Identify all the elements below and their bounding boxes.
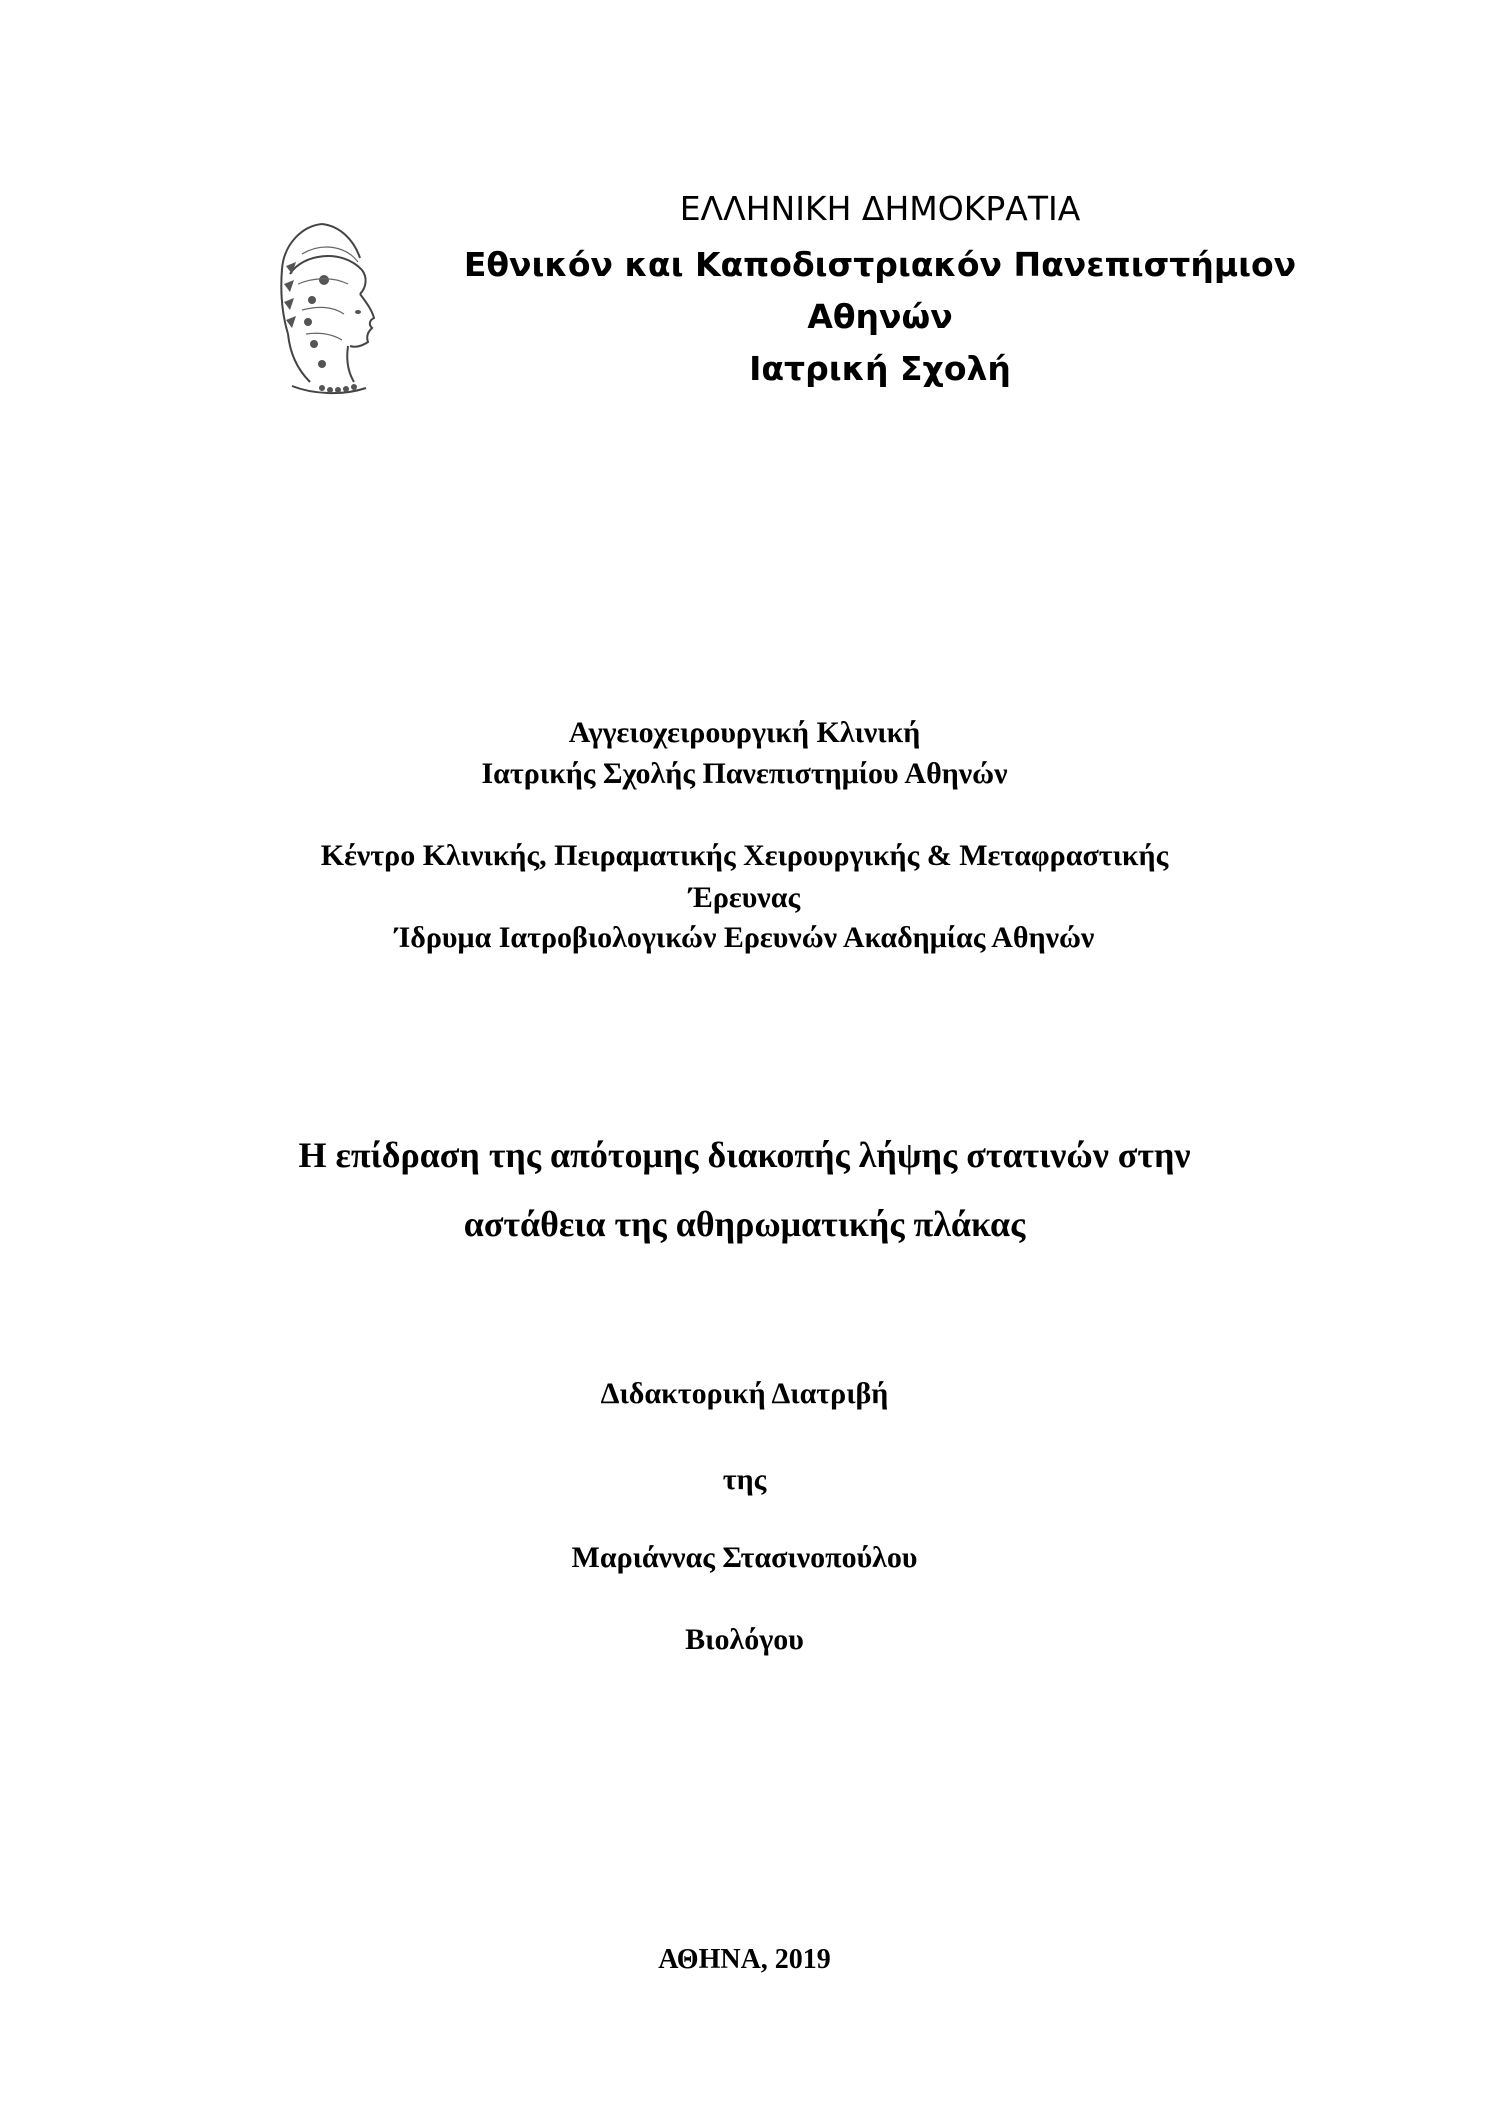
thesis-title-line2: αστάθεια της αθηρωματικής πλάκας xyxy=(463,1204,1026,1244)
athena-head-emblem-icon xyxy=(262,214,390,404)
place-and-year: ΑΘΗΝΑ, 2019 xyxy=(658,1944,831,1975)
country-name: ΕΛΛΗΝΙΚΗ ΔΗΜΟΚΡΑΤΙΑ xyxy=(679,189,1081,228)
research-center-line2: Έρευνας xyxy=(688,881,801,914)
school-name: Ιατρική Σχολή xyxy=(749,349,1011,388)
university-name-line1: Εθνικόν και Καποδιστριακόν Πανεπιστήμιον xyxy=(463,245,1297,284)
thesis-title-line1: Η επίδραση της απότομης διακοπής λήψης στατινών στην xyxy=(298,1135,1191,1175)
author-profession: Βιολόγου xyxy=(685,1623,804,1656)
thesis-type: Διδακτορική Διατριβή xyxy=(600,1377,889,1410)
author-name: Μαριάννας Στασινοπούλου xyxy=(571,1541,918,1574)
clinic-name-line2: Ιατρικής Σχολής Πανεπιστημίου Αθηνών xyxy=(481,757,1008,790)
university-name-line2: Αθηνών xyxy=(807,297,953,336)
clinic-name-line1: Αγγειοχειρουργική Κλινική xyxy=(568,716,921,749)
research-center-line1: Κέντρο Κλινικής, Πειραματικής Χειρουργικής & Μεταφραστικής xyxy=(320,839,1169,872)
research-center-line3: Ίδρυμα Ιατροβιολογικών Ερευνών Ακαδημίας Αθηνών xyxy=(394,921,1095,954)
thesis-of-label: της xyxy=(722,1463,767,1496)
